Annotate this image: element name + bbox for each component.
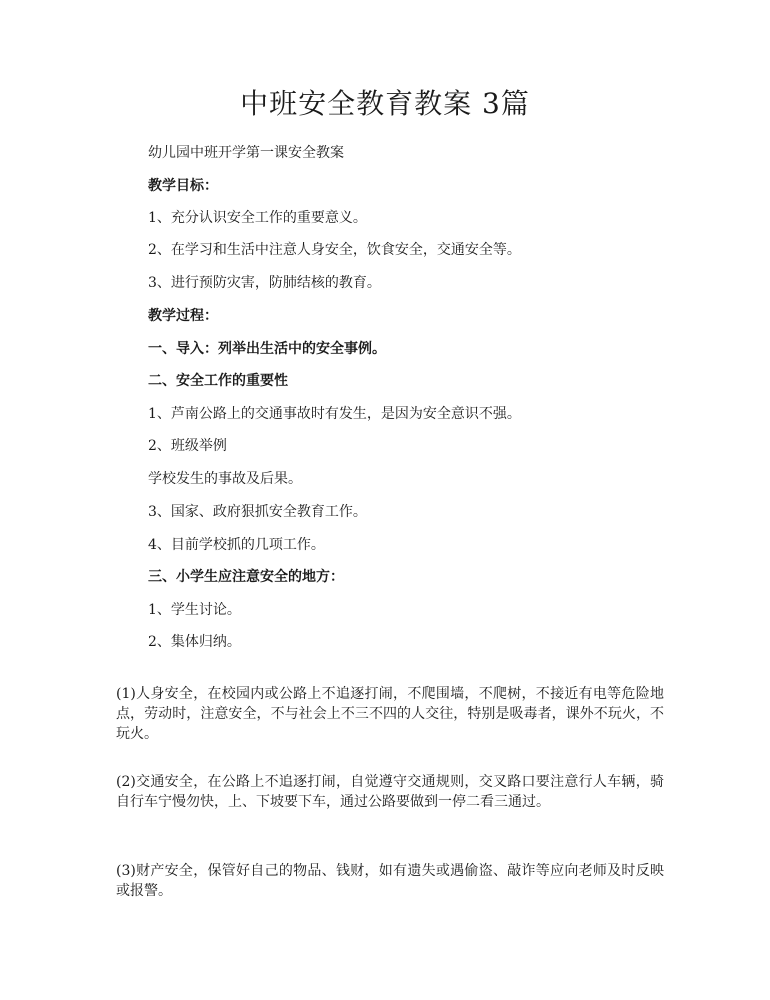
section3-item: 2、集体归纳。 <box>148 634 241 650</box>
section2-item: 4、目前学校抓的几项工作。 <box>148 537 325 553</box>
section3-item: 1、学生讨论。 <box>148 602 241 618</box>
goals-heading: 教学目标： <box>148 178 218 194</box>
goal-item: 2、在学习和生活中注意人身安全，饮食安全，交通安全等。 <box>148 242 521 258</box>
document-title: 中班安全教育教案 3篇 <box>240 87 530 120</box>
section-heading-3: 三、小学生应注意安全的地方： <box>148 569 344 585</box>
section2-item: 3、国家、政府狠抓安全教育工作。 <box>148 504 367 520</box>
section2-item: 1、芦南公路上的交通事故时有发生，是因为安全意识不强。 <box>148 406 521 422</box>
section-heading-2: 二、安全工作的重要性 <box>148 373 288 389</box>
section-heading-1: 一、导入：列举出生活中的安全事例。 <box>148 341 386 357</box>
section2-item: 2、班级举例 <box>148 438 227 454</box>
paragraph-personal-safety: (1)人身安全，在校园内或公路上不追逐打闹，不爬围墙，不爬树，不接近有电等危险地点，劳动时，注意安全，不与社会上不三不四的人交往，特别是吸毒者，课外不玩火，不玩火。 <box>116 686 664 742</box>
goal-item: 3、进行预防灾害，防肺结核的教育。 <box>148 275 381 291</box>
goal-item: 1、充分认识安全工作的重要意义。 <box>148 210 367 226</box>
paragraph-traffic-safety: (2)交通安全，在公路上不追逐打闹，自觉遵守交通规则，交叉路口要注意行人车辆，骑自行车宁慢勿快，上、下坡要下车，通过公路要做到一停二看三通过。 <box>116 774 664 810</box>
process-heading: 教学过程： <box>148 308 218 324</box>
paragraph-property-safety: (3)财产安全，保管好自己的物品、钱财，如有遗失或遇偷盗、敲诈等应向老师及时反映或报警。 <box>116 863 664 899</box>
section2-item: 学校发生的事故及后果。 <box>148 471 302 487</box>
document-subtitle: 幼儿园中班开学第一课安全教案 <box>148 145 344 161</box>
